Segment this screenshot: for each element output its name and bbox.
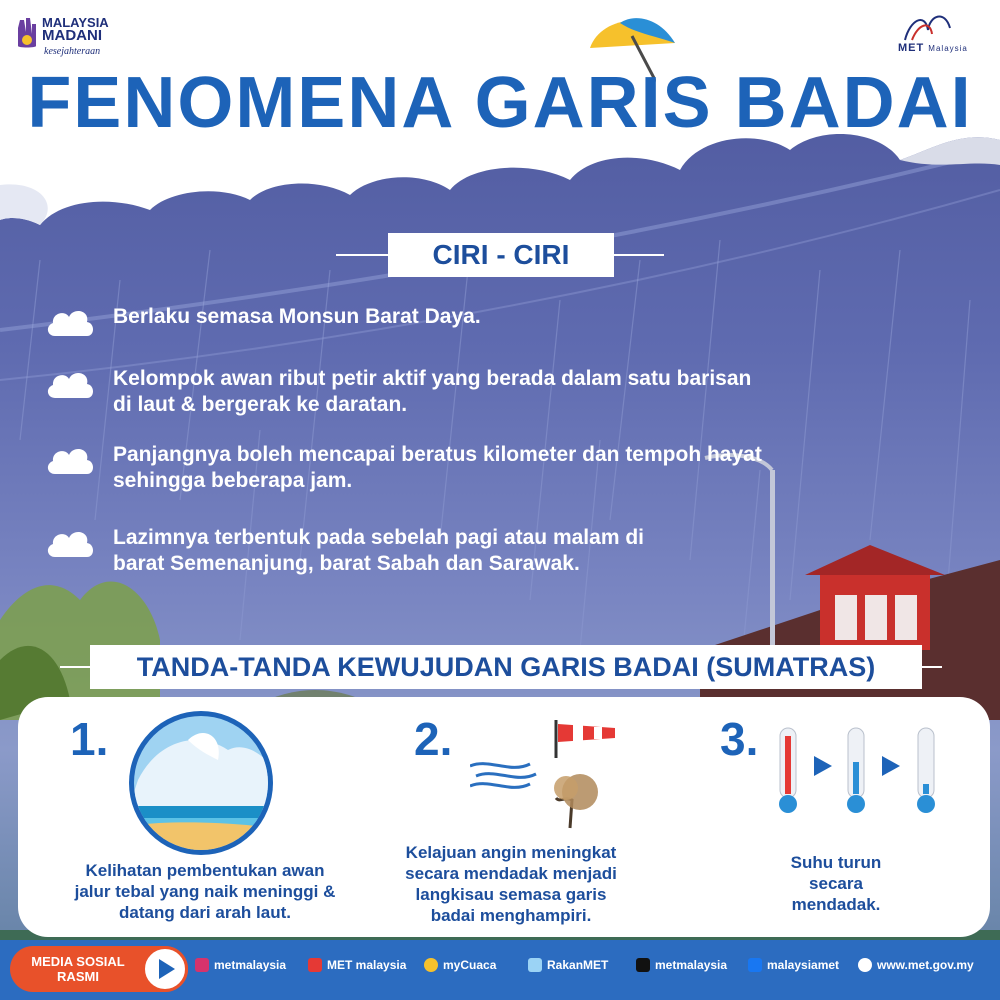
x-icon: [636, 958, 650, 972]
rakanmet-text: RakanMET: [547, 958, 609, 972]
ciri-heading: CIRI - CIRI: [388, 233, 614, 277]
instagram-icon: [195, 958, 209, 972]
cloud-icon: [45, 304, 95, 338]
rakanmet-link[interactable]: [528, 958, 608, 972]
tanda-heading: TANDA-TANDA KEWUJUDAN GARIS BADAI (SUMATRAS): [90, 645, 922, 689]
media-sosial-label: [18, 954, 138, 984]
caption-line: secara mendadak menjadi: [405, 864, 617, 883]
madani-hand-icon: [14, 14, 40, 50]
youtube-text: MET malaysia: [327, 958, 407, 972]
media-sosial-line2: RASMI: [57, 969, 99, 984]
caption-line: langkisau semasa garis: [415, 885, 607, 904]
sea-cloud-illustration: [128, 710, 274, 856]
feature-text-line: barat Semenanjung, barat Sabah dan Sarawak.: [113, 552, 580, 575]
thermometer-low-icon: [917, 728, 935, 813]
met-logo-name: MET: [898, 42, 925, 54]
media-sosial-line1: MEDIA SOSIAL: [31, 954, 125, 969]
feature-item: [45, 442, 905, 494]
mycuaca-icon: [424, 958, 438, 972]
met-logo-suffix: Malaysia: [928, 44, 968, 53]
feature-text-line: di laut & bergerak ke daratan.: [113, 393, 408, 416]
feature-text-line: Berlaku semasa Monsun Barat Daya.: [113, 305, 481, 328]
instagram-link[interactable]: [195, 958, 286, 972]
feature-text-line: sehingga beberapa jam.: [113, 469, 353, 492]
feature-item: [45, 304, 905, 338]
website-link[interactable]: [858, 958, 974, 972]
feature-text-line: Lazimnya terbentuk pada sebelah pagi atau malam di: [113, 526, 644, 549]
youtube-link[interactable]: [308, 958, 406, 972]
wind-illustration: [470, 718, 630, 830]
caption-line: jalur tebal yang naik meninggi &: [74, 882, 336, 901]
mycuaca-text: myCuaca: [443, 958, 497, 972]
sign-3-number: 3.: [720, 713, 759, 765]
malaysia-madani-logo: [14, 10, 124, 62]
thermometer-sequence-illustration: [774, 726, 954, 816]
ciri-divider-left: [336, 254, 388, 256]
website-text: www.met.gov.my: [877, 958, 974, 972]
madani-line1: MALAYSIA: [42, 15, 109, 30]
play-button[interactable]: [142, 946, 188, 992]
feature-item: [45, 366, 905, 418]
facebook-link[interactable]: [748, 958, 839, 972]
caption-line: secara: [809, 874, 863, 893]
madani-tagline: kesejahteraan: [44, 46, 101, 57]
feature-item: [45, 525, 905, 577]
met-swoosh-icon: [900, 10, 960, 42]
x-text: metmalaysia: [655, 958, 728, 972]
thermometer-high-icon: [779, 728, 797, 813]
instagram-text: metmalaysia: [214, 958, 287, 972]
tanda-divider-left: [60, 666, 90, 668]
page-title: FENOMENA GARIS BADAI: [27, 63, 973, 143]
met-malaysia-logo: [880, 10, 980, 60]
sign-3-caption: [770, 852, 902, 915]
sign-1-caption: [60, 860, 350, 923]
caption-line: datang dari arah laut.: [119, 903, 291, 922]
mycuaca-link[interactable]: [424, 958, 496, 972]
x-link[interactable]: [636, 958, 727, 972]
madani-line2: MADANI: [42, 27, 102, 44]
ciri-divider-right: [614, 254, 664, 256]
youtube-icon: [308, 958, 322, 972]
facebook-icon: [748, 958, 762, 972]
facebook-text: malaysiamet: [767, 958, 840, 972]
cloud-icon: [45, 525, 95, 559]
sign-2-caption: [396, 842, 626, 926]
caption-line: badai menghampiri.: [430, 906, 592, 925]
cloud-icon: [45, 366, 95, 400]
thermometer-mid-icon: [847, 728, 865, 813]
feature-text-line: Panjangnya boleh mencapai beratus kilometer dan tempoh hayat: [113, 443, 762, 466]
caption-line: Kelihatan pembentukan awan: [85, 861, 325, 880]
play-icon: [145, 949, 185, 989]
globe-icon: [858, 958, 872, 972]
caption-line: Suhu turun: [790, 853, 882, 872]
caption-line: mendadak.: [791, 895, 881, 914]
tanda-divider-right: [922, 666, 942, 668]
feature-text-line: Kelompok awan ribut petir aktif yang berada dalam satu barisan: [113, 367, 752, 390]
rakanmet-icon: [528, 958, 542, 972]
sign-2-number: 2.: [414, 713, 453, 765]
cloud-icon: [45, 442, 95, 476]
sign-1-number: 1.: [70, 713, 109, 765]
caption-line: Kelajuan angin meningkat: [405, 843, 617, 862]
